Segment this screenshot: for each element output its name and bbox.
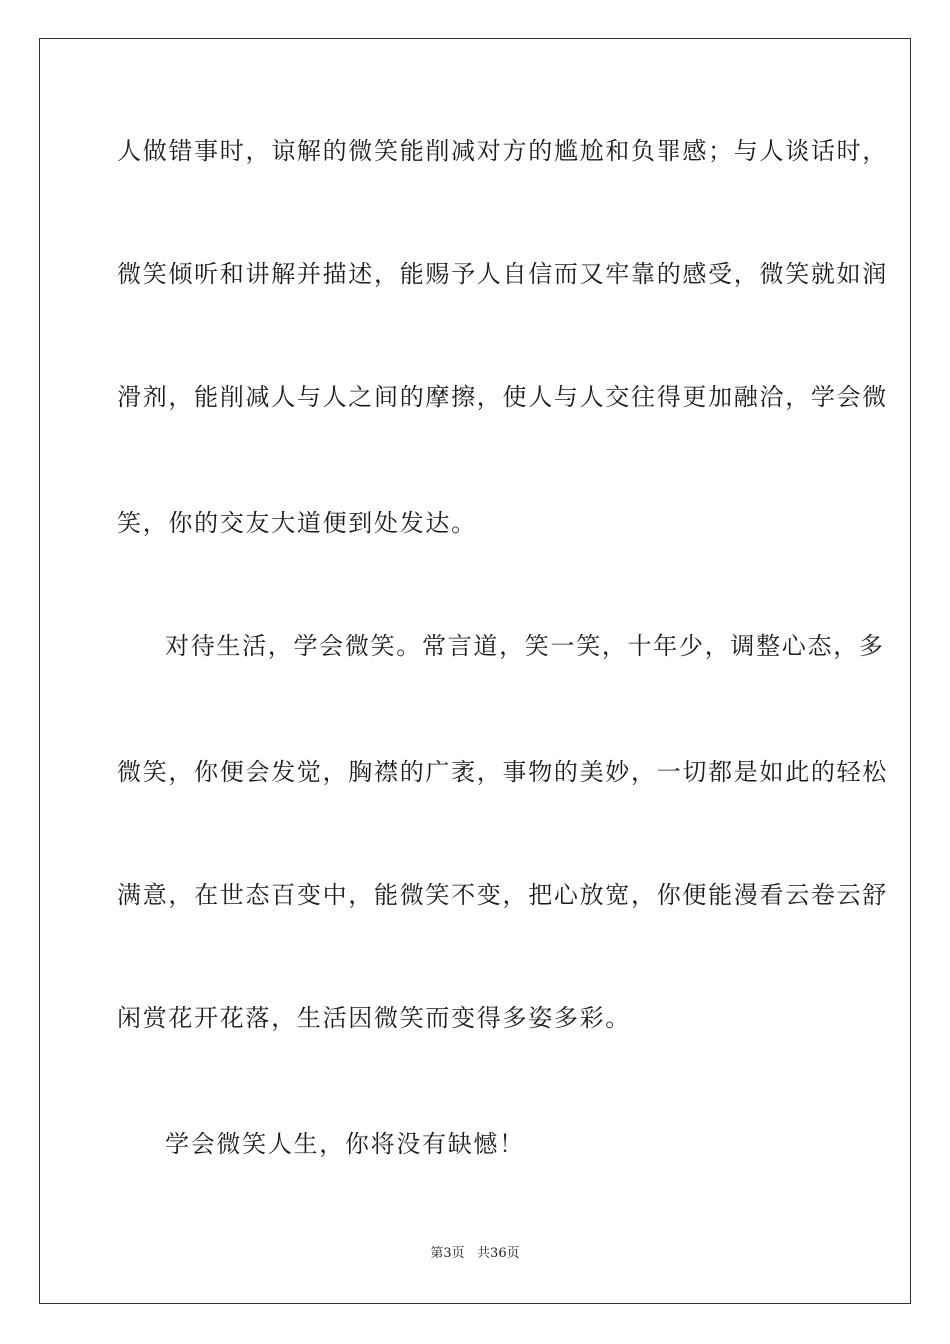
text-line-9: 学会微笑人生，你将没有缺憾！ [165, 1130, 525, 1158]
page-border [39, 38, 911, 1304]
text-line-6: 微笑，你便会发觉，胸襟的广袤，事物的美妙，一切都是如此的轻松 [117, 758, 888, 786]
text-line-5: 对待生活，学会微笑。常言道，笑一笑，十年少，调整心态，多 [165, 632, 885, 660]
text-line-8: 闲赏花开花落，生活因微笑而变得多姿多彩。 [117, 1004, 631, 1032]
text-line-1: 人做错事时，谅解的微笑能削减对方的尴尬和负罪感；与人谈话时， [117, 137, 888, 165]
text-line-3: 滑剂，能削减人与人之间的摩擦，使人与人交往得更加融洽，学会微 [117, 383, 888, 411]
text-line-4: 笑，你的交友大道便到处发达。 [117, 509, 477, 537]
page-number-footer: 第3页 共36页 [430, 1246, 520, 1261]
text-line-7: 满意，在世态百变中，能微笑不变，把心放宽，你便能漫看云卷云舒 [117, 881, 888, 909]
text-line-2: 微笑倾听和讲解并描述，能赐予人自信而又牢靠的感受，微笑就如润 [117, 260, 888, 288]
